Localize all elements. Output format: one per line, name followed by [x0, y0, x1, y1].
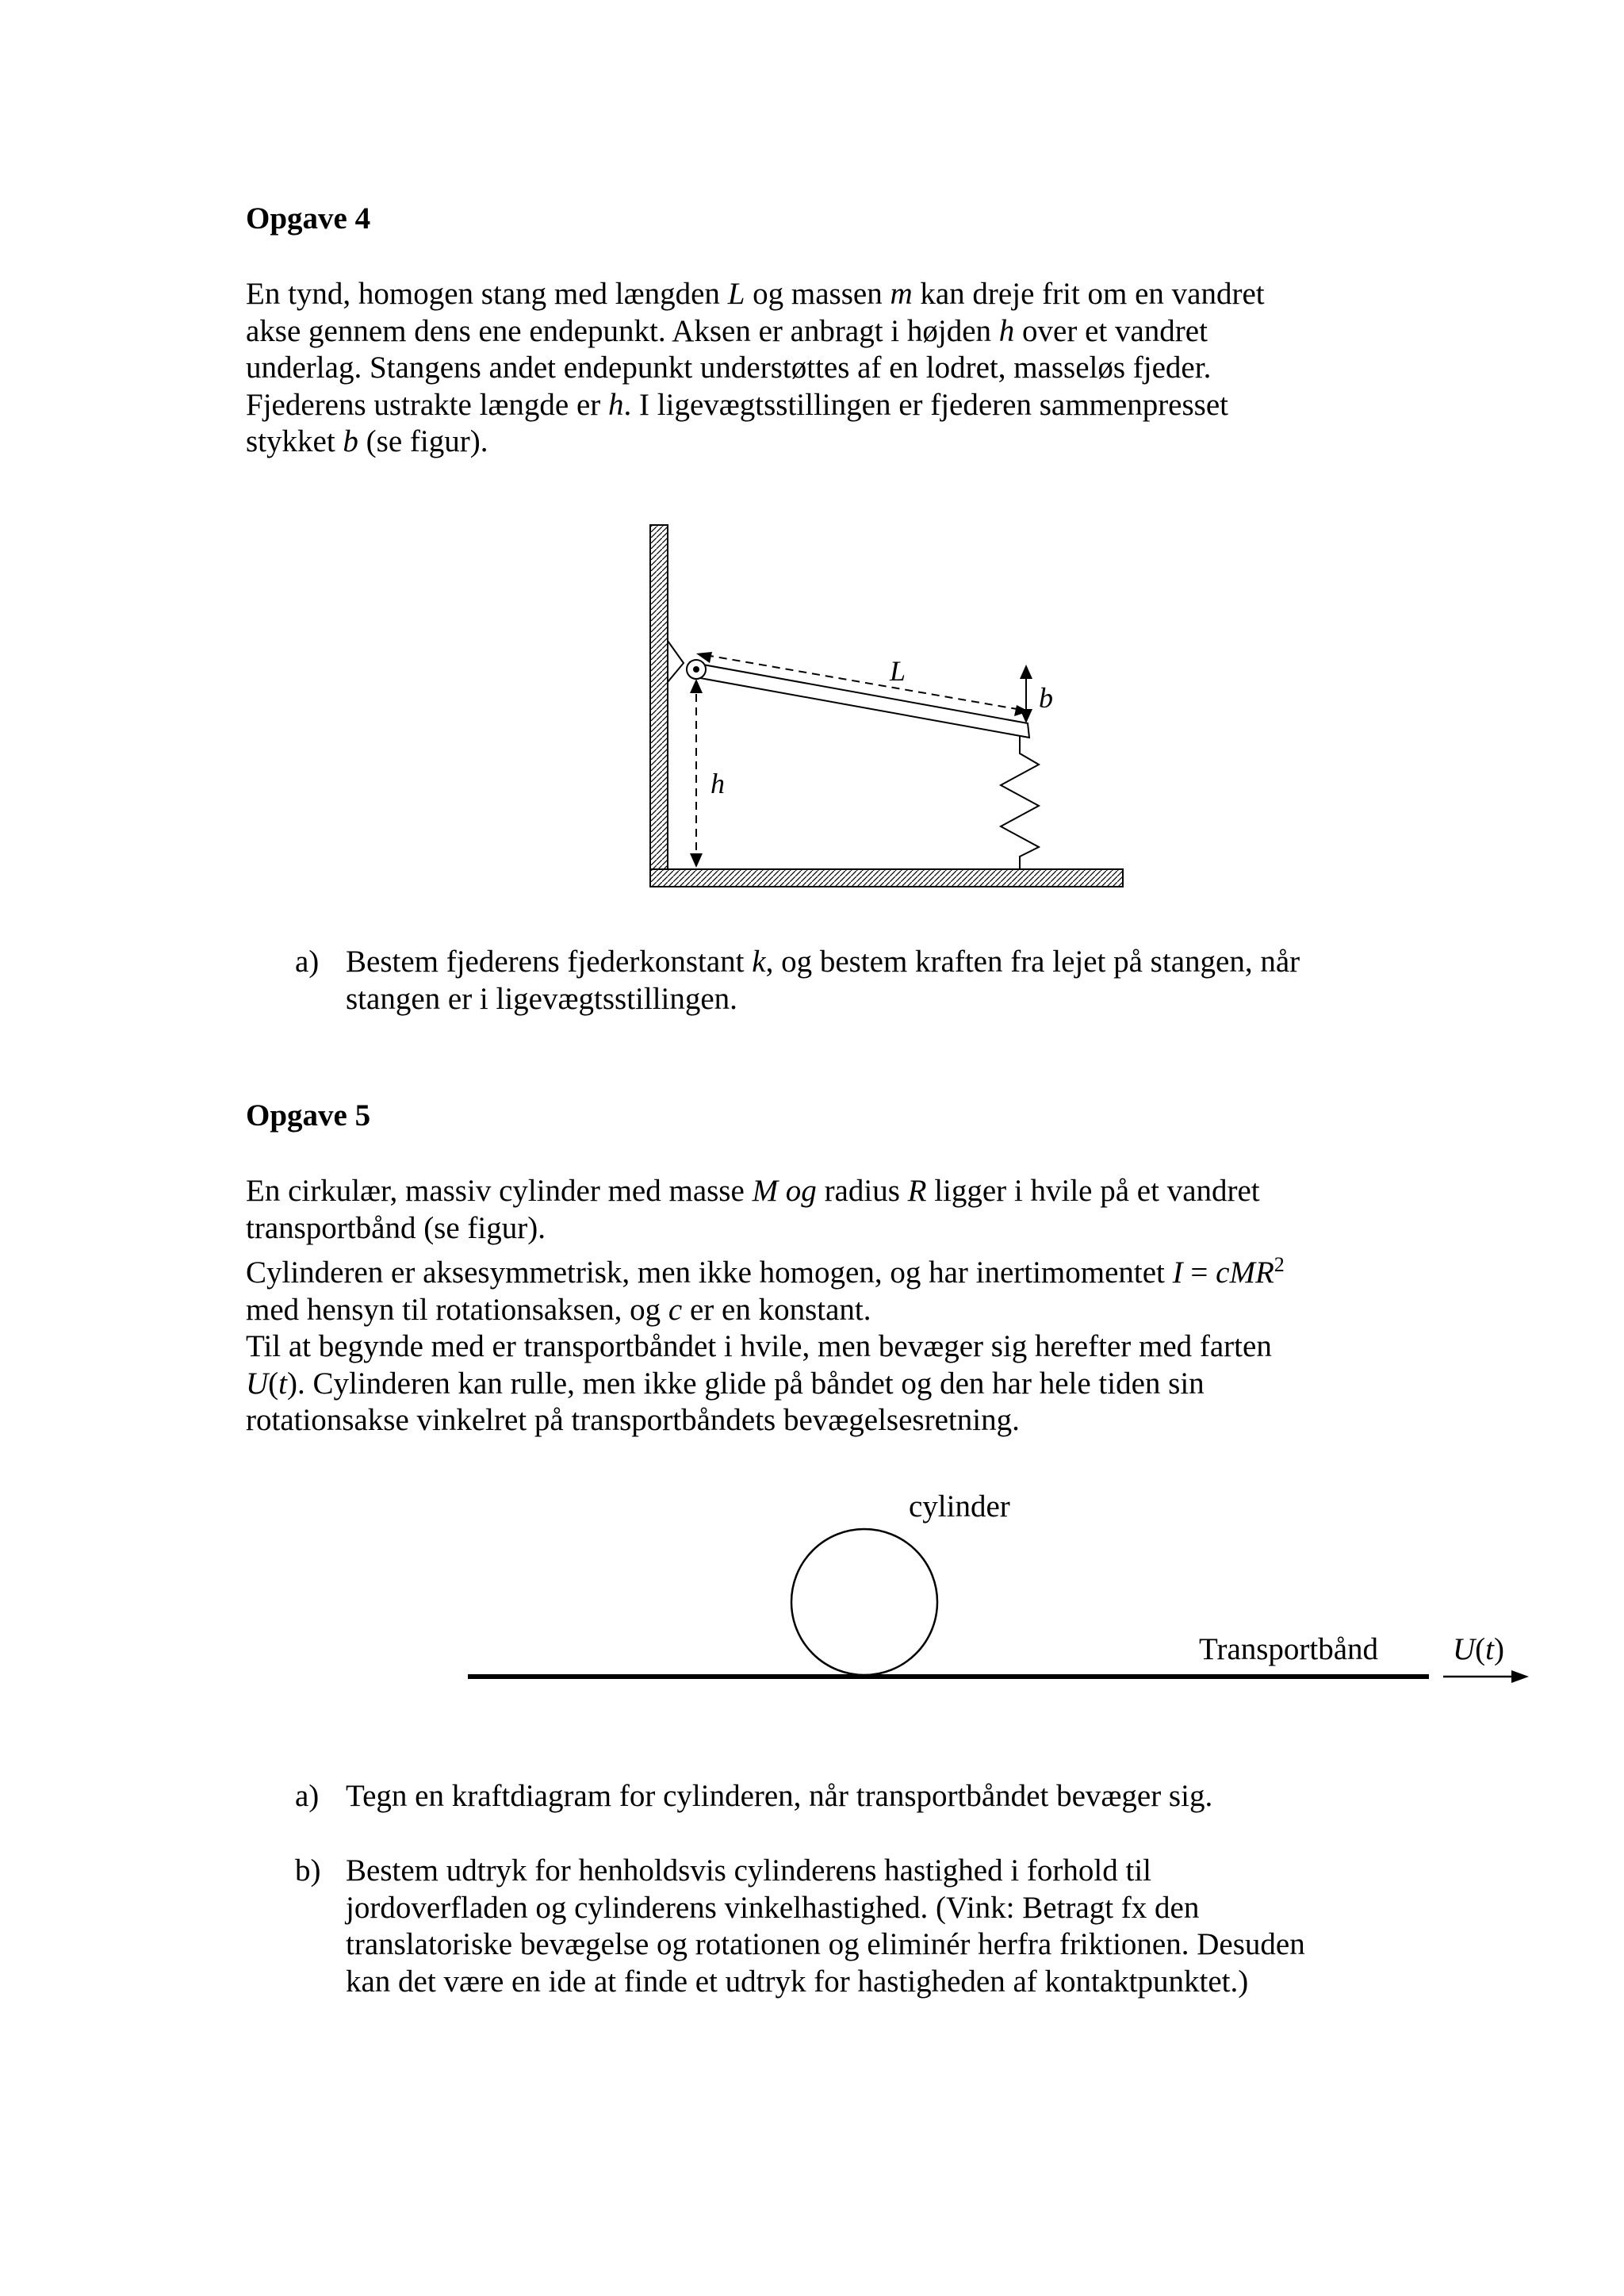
text-line: U(t). Cylinderen kan rulle, men ikke glide på båndet og den har hele tiden sin [246, 1366, 1205, 1401]
question-label: a) [295, 945, 320, 979]
b-arrow-down [1020, 709, 1032, 723]
opgave4-intro [246, 276, 1435, 461]
question-label: b) [295, 1853, 321, 1888]
velocity-U: U [1453, 1632, 1476, 1666]
text-line: med hensyn til rotationsaksen, og c er en konstant. [246, 1292, 871, 1327]
text-line: Til at begynde med er transportbåndet i hvile, men bevæger sig herefter med farten [246, 1329, 1272, 1363]
text-line: Cylinderen er aksesymmetrisk, men ikke homogen, og har inertimomentet I = cMR$^2$ [246, 1253, 1285, 1290]
pivot-center [693, 666, 699, 673]
text-line: akse gennem dens ene endepunkt. Aksen er anbragt i højden h over et vandret [246, 313, 1208, 348]
text-line: underlag. Stangens andet endepunkt understøttes af en lodret, masseløs fjeder. [246, 351, 1212, 385]
text-line: En cirkulær, massiv cylinder med masse M og radius R ligger i hvile på et vandret [246, 1174, 1260, 1208]
opgave5-figure [460, 1483, 1538, 1689]
text-line: Fjederens ustrakte længde er h. I ligevægtsstillingen er fjederen sammenpresset [246, 387, 1228, 422]
question-text [346, 944, 1300, 1018]
cylinder [791, 1529, 937, 1675]
opgave5-question-b [0, 1853, 1624, 2011]
text-line: En tynd, homogen stang med længden L og massen m kan dreje frit om en vandret [246, 277, 1265, 311]
label-velocity: U(t) [1453, 1632, 1505, 1666]
velocity-arrowhead [1511, 1670, 1529, 1683]
opgave5-intro [246, 1173, 1435, 1439]
opgave5-question-a [0, 1778, 1624, 1826]
text-line: transportbånd (se figur). [246, 1210, 546, 1245]
rod [690, 662, 1029, 738]
question-text [346, 1778, 1212, 1815]
label-conveyor: Transportbånd [1199, 1632, 1379, 1666]
h-arrow-up [690, 679, 703, 693]
text-line: Tegn en kraftdiagram for cylinderen, når transportbåndet bevæger sig. [346, 1779, 1213, 1813]
text-line: stangen er i ligevægtsstillingen. [346, 981, 737, 1016]
label-cylinder: cylinder [909, 1489, 1010, 1524]
pivot-bracket [668, 641, 684, 682]
b-arrow-up [1020, 665, 1032, 679]
text-line: Bestem udtryk for henholdsvis cylinderens hastighed i forhold til [346, 1853, 1151, 1888]
floor [650, 869, 1123, 887]
velocity-t: t [1485, 1632, 1495, 1666]
opgave4-figure [634, 516, 1142, 912]
opgave4-question-a [0, 944, 1624, 1023]
spring [1001, 736, 1039, 869]
opgave4-title: Opgave 4 [246, 201, 371, 236]
question-text [346, 1853, 1305, 2000]
text-line: Bestem fjederens fjederkonstant k, og bestem kraften fra lejet på stangen, når [346, 945, 1300, 979]
label-L: L [890, 655, 906, 687]
wall [650, 525, 668, 887]
question-label: a) [295, 1779, 320, 1813]
text-line: jordoverfladen og cylinderens vinkelhastighed. (Vink: Betragt fx den [346, 1890, 1200, 1925]
text-line: translatoriske bevægelse og rotationen og eliminér herfra friktionen. Desuden [346, 1927, 1305, 1961]
h-arrow-down [690, 853, 703, 868]
label-b: b [1039, 682, 1053, 714]
text-line: rotationsakse vinkelret på transportbåndets bevægelsesretning. [246, 1403, 1020, 1437]
text-line: stykket b (se figur). [246, 424, 488, 458]
opgave5-title: Opgave 5 [246, 1098, 371, 1133]
text-line: kan det være en ide at finde et udtryk for hastigheden af kontaktpunktet.) [346, 1964, 1249, 1999]
label-h: h [710, 768, 725, 799]
